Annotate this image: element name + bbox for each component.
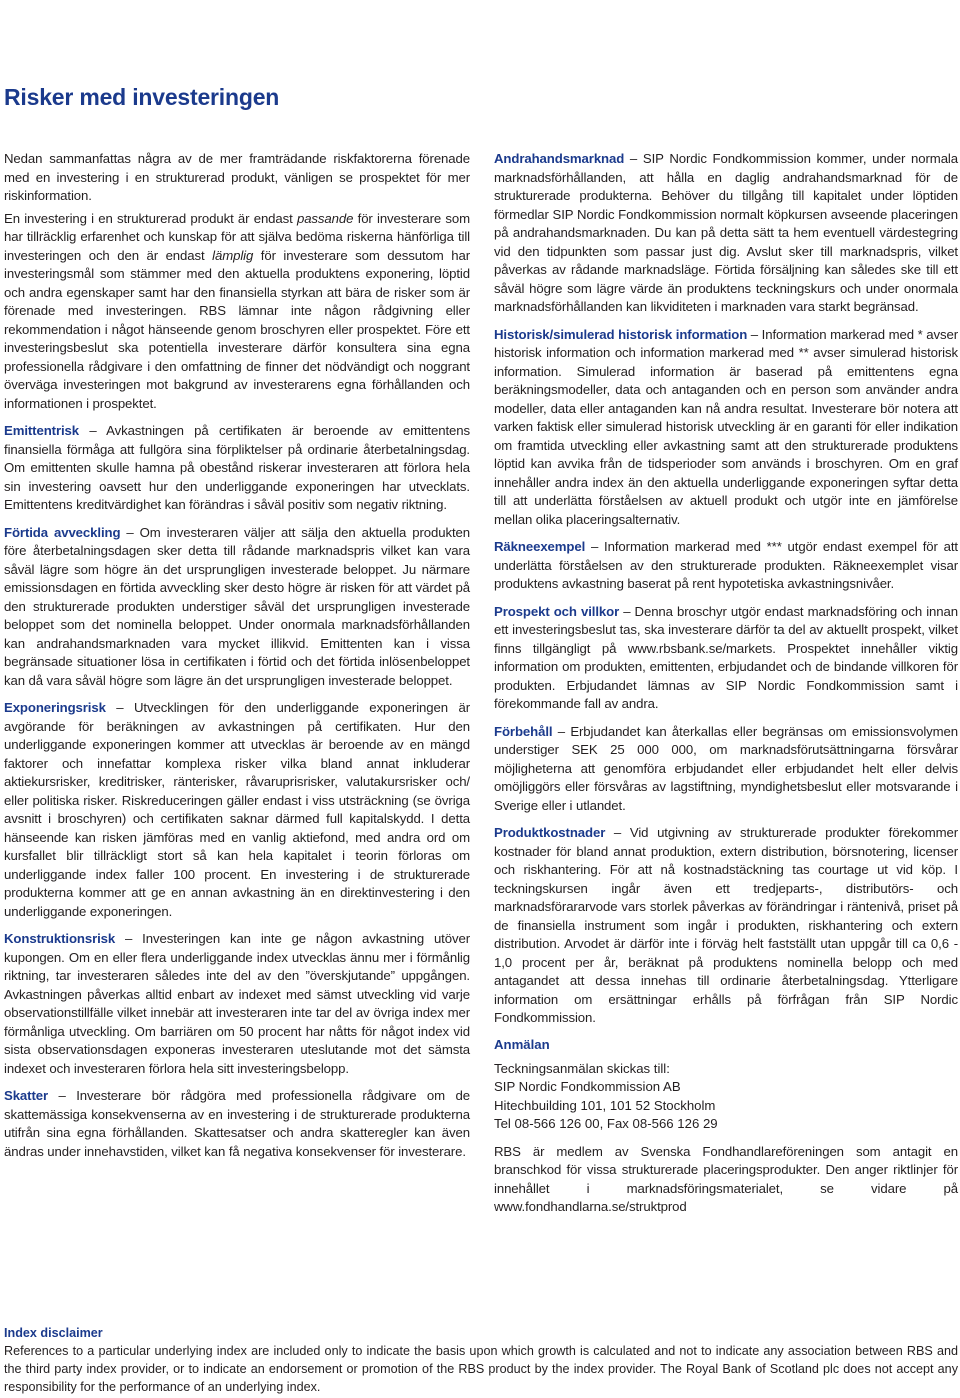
- risk-paragraph-exponeringsrisk: [4, 699, 470, 921]
- info-text: – Information markerad med *** utgör endast exempel för att underlätta förståelsen av den strukturerade produkten. Räkneexemplet visar produktens avkastning baserat på rent hypotetiska avkastningsnivåer.: [494, 539, 958, 591]
- left-column: [4, 150, 470, 1170]
- info-heading: Produktkostnader: [494, 825, 606, 840]
- risk-text: – Utvecklingen för den underliggande exponeringen är avgörande för beräkningen av avkastningen på certifikaten. Hur den underliggande exponeringen kommer att utvecklas är beroende av en mängd faktorer och innefattar komplexa risker vilka bland annat inkluderar aktiekursrisker, kreditrisker, ränterisker, råvaruprisrisker, valutakursrisker och/ eller politiska risker. Riskreduceringen gäller endast i viss utsträckning (se övriga avsnitt i broschyren) och certifikaten saknar därmed full kapitalskydd. I detta hänseende kan risken jämföras med en vanlig aktiefond, med andra ord om kursfallet blir tillräckligt stort så kan hela kapitalet i teorin förloras om underliggande index faller 100 procent. En investering i de strukturerade produkterna kommer att ge en annan avkastning än en direktinvestering i den underliggande exponeringen.: [4, 700, 470, 919]
- info-paragraph-rakneexempel: [494, 538, 958, 594]
- intro-paragraph: Nedan sammanfattas några av de mer framträdande riskfaktorerna förenade med en investering i en strukturerad produkt, vänligen se prospektet för mer riskinformation.: [4, 151, 470, 203]
- risk-heading: Skatter: [4, 1088, 49, 1103]
- info-paragraph-historisk-information: [494, 326, 958, 530]
- info-heading: Historisk/simulerad historisk information: [494, 326, 748, 342]
- membership-paragraph: RBS är medlem av Svenska Fondhandlareföreningen som antagit en branschkod för vissa strukturerade placeringsprodukter. Den anger riktlinjer för innehållet i marknadsföringsmaterialet, se vidare på www.fondhandlarna.se/struktprod: [494, 1143, 958, 1214]
- risk-paragraph-fortida-avveckling: [4, 524, 470, 691]
- risk-paragraph-skatter: [4, 1087, 470, 1161]
- risk-text: – Avkastningen på certifikaten är beroende av emittentens finansiella förmåga att fullgöra sina förpliktelser på ordinarie återbetalningsdag. Om emittenten skulle hamna på obestånd riskerar investeraren att förlora hela sin investering oavsett hur den underliggande exponeringen har utvecklats. Emittentens kreditvärdighet kan förändras i såväl positiv som negativ riktning.: [4, 423, 470, 512]
- anmalan-address: [494, 1060, 958, 1134]
- info-heading: Andrahandsmarknad: [494, 151, 625, 166]
- risk-paragraph-emittentrisk: [4, 422, 470, 515]
- risk-heading: Exponeringsrisk: [4, 700, 106, 715]
- info-paragraph-prospekt-och-villkor: [494, 603, 958, 714]
- info-paragraph-forbehall: [494, 723, 958, 816]
- info-text: – Information markerad med * avser historisk information och information markerad med ** avser simulerad historisk information. Simulerad information är baserad på emittentens egna beräkningsmodeller, data och antaganden och en person som använder andra modeller, data eller antaganden kan nå andra resultat. Investerare bör notera att varken faktisk eller simulerad historisk utveckling är en garanti för eller indikation om framtida utveckling eller avkastning samt att den strukturerade produktens löptid kan avvika från de tidsperioder som används i broschyren. Om en graf innehåller andra index än den aktuella underliggande exponeringen syftar detta till att underlätta förståelsen av aktuell produkt och utgör inte en jämförelse mellan olika placeringsalternativ.: [494, 326, 958, 527]
- info-text: – Vid utgivning av strukturerade produkter förekommer kostnader för bland annat produktion, extern distribution, börsnotering, licenser och riskhantering. För att nå kostnadstäckning tas courtage ut vid köp. I teckningskursen ingår även ett tredjeparts-, distributörs- och marknadsförararvode vars storlek påverkas av förändringar i räntenivå, priset på de finansiella instrument som ingår i produkten, riskhantering och extern distribution. Arvodet är därför inte i förväg helt fastställt utan uppgår till ca 0,6 - 1,0 procent per år, beräknat på produktens nominella belopp och med antagandet att dessa innehas till ordinarie återbetalningsdag. Ytterligare information om ersättningar erhålls på förfrågan från SIP Nordic Fondkommission.: [494, 825, 958, 1025]
- suitability-text-middle: för investerare som har tillräcklig erfarenhet och kunskap för att själva bedöma riskerna hänförliga till investeringen och den är endast: [4, 210, 470, 263]
- suitability-paragraph: [4, 210, 470, 414]
- risk-heading: Förtida avveckling: [4, 524, 121, 540]
- info-paragraph-produktkostnader: [494, 824, 958, 1028]
- suitability-emphasis-lamplig: lämplig: [212, 247, 254, 263]
- suitability-text-start: En investering i en strukturerad produkt är endast: [4, 210, 297, 226]
- address-line: Teckningsanmälan skickas till:: [494, 1060, 670, 1076]
- suitability-emphasis-passande: passande: [296, 210, 354, 226]
- index-disclaimer: [4, 1326, 958, 1396]
- info-heading: Förbehåll: [494, 723, 553, 739]
- info-text: – Erbjudandet kan återkallas eller begränsas om emissionsvolymen understiger SEK 25 000 000, om marknadsförutsättningarna försvårar möjligheterna att genomföra erbjudandet eller erbjudandet helt eller delvis omöjliggörs eller försvåras av lagstiftning, myndighetsbeslut eller motsvarande i Sverige eller i utlandet.: [494, 723, 958, 813]
- disclaimer-title: Index disclaimer: [4, 1326, 103, 1340]
- info-heading: Räkneexempel: [494, 539, 586, 554]
- address-line: SIP Nordic Fondkommission AB: [494, 1079, 681, 1094]
- info-paragraph-andrahandsmarknad: [494, 150, 958, 317]
- address-line: Tel 08-566 126 00, Fax 08-566 126 29: [494, 1116, 718, 1131]
- page-title: Risker med investeringen: [4, 84, 280, 110]
- info-text: – SIP Nordic Fondkommission kommer, under normala marknadsförhållanden, att hålla en daglig andrahandsmarknad för de strukturerade produkterna. Behöver du tillgång till kapitalet under löptiden förmedlar SIP Nordic Fondkommission normalt köpkursen avseende placeringen på andrahandsmarknaden. Du kan på detta sätt ta hem eventuell värdestegring vid den tidpunkten som passar just dig. Avslut sker till marknadspris, vilket påverkas av rådande marknadsläge. Förtida försäljning kan således ske till ett såväl högre som lägre värde än produktens teckningskurs och under onormala marknadsförhållanden kan likviditeten i marknaden vara starkt begränsad.: [494, 151, 958, 314]
- risk-paragraph-konstruktionsrisk: [4, 930, 470, 1078]
- info-text: – Denna broschyr utgör endast marknadsföring och innan ett investeringsbeslut tas, ska investerare därför ta del av aktuellt prospekt, vilket finns tillgängligt på www.rbsbank.se/markets. Prospektet innehåller viktig information om produkten, emittenten, erbjudandet och de bindande villkoren för produkten. Erbjudandet lämnas av SIP Nordic Fondkommission samt i förekommande fall av andra.: [494, 603, 958, 711]
- risk-text: – Investerare bör rådgöra med professionella rådgivare om de skattemässiga konsekvenserna av en investering i de strukturerade produkterna utifrån sina egna förhållanden. Skattesatser och andra skatteregler kan även ändras under innehavstiden, vilket kan få negativa konsekvenser för investerare.: [4, 1088, 470, 1159]
- anmalan-heading: Anmälan: [494, 1036, 550, 1052]
- risk-text: – Om investeraren väljer att sälja den aktuella produkten före återbetalningsdagen sker detta till rådande marknadspris vilket kan vara såväl lägre som högre än det ursprungligen investerade beloppet. Ju närmare emissionsdagen en förtida avveckling sker desto högre är risken för att värdet på den strukturerade produkten understiger såväl det ursprungligen investerade beloppet som det nominella beloppet. Under onormala marknadsförhållanden kan andrahandsmarknaden vara mycket illikvid. Emittenten kan i vissa begränsade situationer lösa in certifikaten i förtid och det förtida inlösenbeloppet kan då vara såväl högre som lägre än det ursprungligen investerade beloppet.: [4, 524, 471, 688]
- info-heading: Prospekt och villkor: [494, 603, 620, 619]
- risk-heading: Konstruktionsrisk: [4, 931, 116, 946]
- address-line: Hitechbuilding 101, 101 52 Stockholm: [494, 1097, 716, 1113]
- suitability-text-end: för investerare som dessutom har investeringsmål som stämmer med den aktuella produktens exponering, löptid och andra egenskaper samt har den finansiella styrkan att bära de risker som är förenade med investeringen. RBS lämnar inte någon rådgivning eller rekommendation i något hänseende genom broschyren eller prospektet. Före ett investeringsbeslut ska potentiella investerare därför konsultera sina egna professionella rådgivare i den omfattning de finner det nödvändigt och noggrant överväga investeringen mot bakgrund av investerarens egna förhållanden och informationen i prospektet.: [4, 247, 470, 411]
- risk-heading: Emittentrisk: [4, 423, 80, 438]
- risk-text: – Investeringen kan inte ge någon avkastning utöver kupongen. Om en eller flera underliggande index utvecklas ännu mer i förmånlig riktning, tar investeraren således inte del av den ”överskjutande” uppgången. Avkastningen påverkas alltid enbart av indexet med sämst utveckling vid varje observationstillfälle vilket innebär att investeraren inte tar del av övriga index mer förmånliga utveckling. Om barriären om 50 procent har nåtts för något index vid sista observationsdagen exponeras investeraren uteslutande mot det sämsta indexet och investeraren förlora hela sitt investeringsbelopp.: [4, 931, 470, 1076]
- disclaimer-text: References to a particular underlying index are included only to indicate the basis upon which growth is calculated and not to indicate any association between RBS and the third party index provider, or to indicate an endorsement or promotion of the RBS product by the index provider. The Royal Bank of Scotland plc does not accept any responsibility for the performance of an underlying index.: [4, 1344, 958, 1394]
- right-column: [494, 150, 958, 1226]
